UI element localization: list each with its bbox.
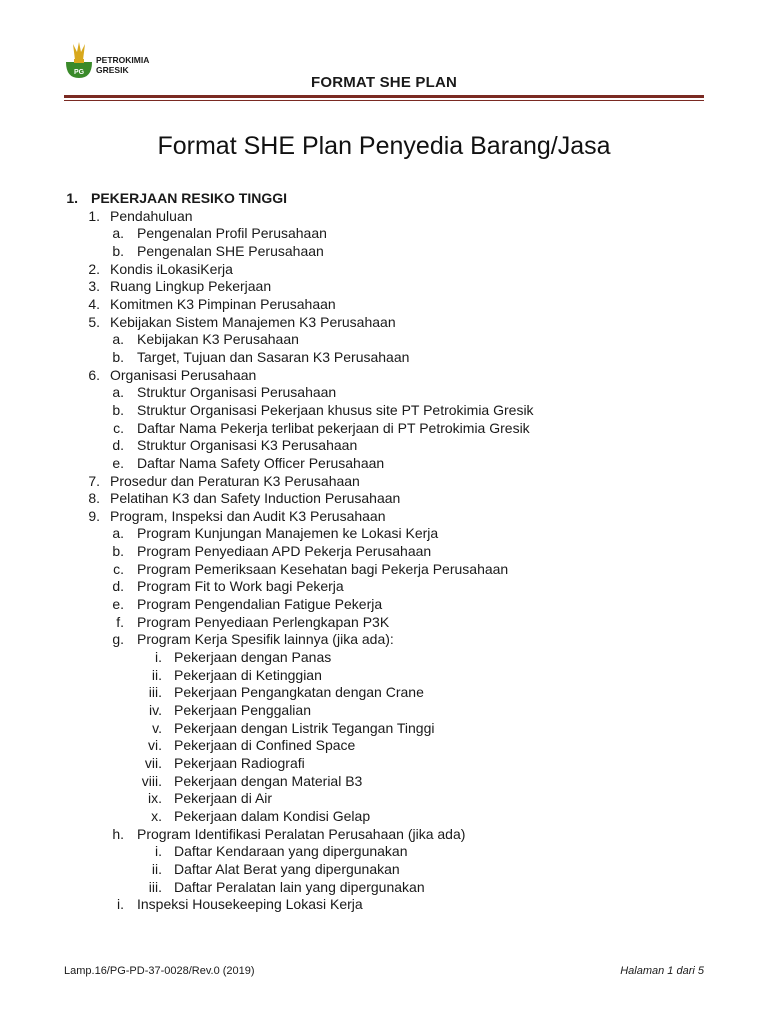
outline-text: Daftar Peralatan lain yang dipergunakan xyxy=(174,878,425,895)
outline-marker: 3. xyxy=(88,278,100,295)
outline-marker: 2. xyxy=(88,260,100,277)
logo-badge: PG xyxy=(73,69,85,76)
outline-item xyxy=(0,808,768,826)
outline-item xyxy=(0,225,768,243)
outline-item xyxy=(0,208,768,226)
section-heading xyxy=(0,190,768,208)
outline-text: Organisasi Perusahaan xyxy=(110,366,257,383)
outline-item xyxy=(0,614,768,632)
outline-item xyxy=(0,631,768,649)
outline-text: Program Kunjungan Manajemen ke Lokasi Kerja xyxy=(137,525,439,542)
outline-text: Program Kerja Spesifik lainnya (jika ada): xyxy=(137,631,394,648)
outline-marker: 5. xyxy=(88,313,100,330)
header-rule-thick xyxy=(64,95,704,98)
outline-text: Daftar Alat Berat yang dipergunakan xyxy=(174,860,400,877)
outline-marker: d. xyxy=(112,578,124,595)
outline-text: Pekerjaan Penggalian xyxy=(174,702,311,719)
outline-item xyxy=(0,578,768,596)
outline-item xyxy=(0,525,768,543)
outline-item xyxy=(0,561,768,579)
outline-marker: a. xyxy=(112,225,124,242)
outline-text: Pekerjaan di Confined Space xyxy=(174,737,356,754)
outline-item xyxy=(0,543,768,561)
outline-text: Kebijakan K3 Perusahaan xyxy=(137,331,299,348)
outline-text: Program, Inspeksi dan Audit K3 Perusahaan xyxy=(110,507,386,524)
logo-wordmark xyxy=(96,55,149,75)
outline-item xyxy=(0,667,768,685)
outline-marker: c. xyxy=(113,560,124,577)
outline-text: Ruang Lingkup Pekerjaan xyxy=(110,278,272,295)
outline-marker: f. xyxy=(116,613,124,630)
outline-text: Pekerjaan Radiografi xyxy=(174,755,305,771)
outline-text: Inspeksi Housekeeping Lokasi Kerja xyxy=(137,896,363,913)
outline-item xyxy=(0,790,768,808)
outline-marker: 9. xyxy=(88,507,100,524)
outline-marker: iii. xyxy=(148,684,162,701)
outline-text: Pengenalan SHE Perusahaan xyxy=(137,242,324,259)
outline-item xyxy=(0,684,768,702)
outline-item xyxy=(0,896,768,914)
outline-text: Prosedur dan Peraturan K3 Perusahaan xyxy=(110,472,360,489)
outline-marker: iv. xyxy=(149,702,162,719)
outline-item xyxy=(0,490,768,508)
outline-list xyxy=(0,190,768,914)
outline-item xyxy=(0,331,768,349)
outline-text: Pengenalan Profil Perusahaan xyxy=(137,225,327,242)
outline-text: Program Identifikasi Peralatan Perusahaan (jika ada) xyxy=(137,825,466,842)
outline-marker: i. xyxy=(117,896,124,913)
outline-marker: e. xyxy=(112,596,124,613)
outline-text: Pelatihan K3 dan Safety Induction Perusahaan xyxy=(110,490,401,507)
page-title: Format SHE Plan Penyedia Barang/Jasa xyxy=(157,132,611,160)
outline-item xyxy=(0,879,768,897)
logo-line1: PETROKIMIA xyxy=(96,55,150,65)
outline-item xyxy=(0,861,768,879)
outline-item xyxy=(0,296,768,314)
footer-doc-code: Lamp.16/PG-PD-37-0028/Rev.0 (2019) xyxy=(64,965,255,977)
outline-text: Struktur Organisasi Perusahaan xyxy=(137,384,337,401)
outline-text: Komitmen K3 Pimpinan Perusahaan xyxy=(110,295,336,312)
outline-marker: 4. xyxy=(88,295,100,312)
outline-marker: a. xyxy=(112,384,124,401)
outline-item xyxy=(0,314,768,332)
outline-marker: x. xyxy=(151,807,162,824)
outline-marker: iii. xyxy=(148,878,162,895)
outline-text: Kondis iLokasiKerja xyxy=(110,260,233,277)
outline-marker: b. xyxy=(112,348,124,365)
outline-text: Struktur Organisasi Pekerjaan khusus site PT Petrokimia Gresik xyxy=(137,401,534,418)
outline-marker: b. xyxy=(112,401,124,418)
outline-marker: vii. xyxy=(144,755,162,771)
outline-text: Program Penyediaan APD Pekerja Perusahaan xyxy=(137,543,432,560)
outline-item xyxy=(0,773,768,791)
outline-text: Daftar Nama Pekerja terlibat pekerjaan di PT Petrokimia Gresik xyxy=(137,419,530,436)
outline-marker: viii. xyxy=(141,772,162,789)
outline-marker: vi. xyxy=(148,737,162,754)
outline-item xyxy=(0,826,768,844)
outline-text: PEKERJAAN RESIKO TINGGI xyxy=(91,190,288,206)
outline-marker: a. xyxy=(112,331,124,348)
outline-marker: a. xyxy=(112,525,124,542)
outline-marker: 8. xyxy=(88,490,100,507)
logo-line2: GRESIK xyxy=(96,65,129,75)
document-header: FORMAT SHE PLAN xyxy=(310,74,458,91)
outline-marker: i. xyxy=(155,843,162,860)
outline-text: Pekerjaan dengan Panas xyxy=(174,649,332,666)
outline-marker: g. xyxy=(112,631,124,648)
outline-text: Pekerjaan dengan Material B3 xyxy=(174,772,363,789)
outline-marker: b. xyxy=(112,242,124,259)
outline-item xyxy=(0,243,768,261)
outline-item xyxy=(0,367,768,385)
outline-marker: ii. xyxy=(151,666,162,683)
outline-text: Pekerjaan dalam Kondisi Gelap xyxy=(174,807,371,824)
outline-marker: v. xyxy=(152,719,162,736)
outline-item xyxy=(0,261,768,279)
outline-item xyxy=(0,278,768,296)
outline-item xyxy=(0,420,768,438)
outline-item xyxy=(0,720,768,738)
outline-marker: ix. xyxy=(148,790,162,807)
outline-text: Program Fit to Work bagi Pekerja xyxy=(137,578,344,595)
outline-text: Pekerjaan di Air xyxy=(174,790,273,807)
outline-text: Daftar Nama Safety Officer Perusahaan xyxy=(137,454,385,471)
outline-marker: 7. xyxy=(88,472,100,489)
outline-text: Program Pengendalian Fatigue Pekerja xyxy=(137,596,383,613)
outline-item xyxy=(0,437,768,455)
outline-marker: b. xyxy=(112,543,124,560)
outline-text: Program Pemeriksaan Kesehatan bagi Pekerja Perusahaan xyxy=(137,560,509,577)
outline-marker: h. xyxy=(112,825,124,842)
outline-marker: c. xyxy=(113,419,124,436)
outline-text: Kebijakan Sistem Manajemen K3 Perusahaan xyxy=(110,313,396,330)
outline-text: Target, Tujuan dan Sasaran K3 Perusahaan xyxy=(137,348,410,365)
outline-item xyxy=(0,702,768,720)
outline-item xyxy=(0,649,768,667)
outline-marker: 1. xyxy=(88,207,100,224)
outline-text: Pendahuluan xyxy=(110,207,193,224)
outline-item xyxy=(0,349,768,367)
outline-item xyxy=(0,455,768,473)
outline-item xyxy=(0,402,768,420)
outline-marker: 6. xyxy=(88,366,100,383)
outline-text: Pekerjaan dengan Listrik Tegangan Tinggi xyxy=(174,719,435,736)
footer-page-number: Halaman 1 dari 5 xyxy=(620,965,704,977)
outline-marker: ii. xyxy=(151,860,162,877)
outline-text: Daftar Kendaraan yang dipergunakan xyxy=(174,843,408,860)
header-rule-thin xyxy=(64,100,704,101)
outline-item xyxy=(0,473,768,491)
outline-item xyxy=(0,755,768,773)
outline-marker: 1. xyxy=(66,190,78,206)
outline-marker: i. xyxy=(155,649,162,666)
outline-item xyxy=(0,508,768,526)
outline-item xyxy=(0,596,768,614)
outline-text: Program Penyediaan Perlengkapan P3K xyxy=(137,613,390,630)
outline-item xyxy=(0,737,768,755)
outline-item xyxy=(0,384,768,402)
outline-marker: e. xyxy=(112,454,124,471)
outline-text: Struktur Organisasi K3 Perusahaan xyxy=(137,437,358,454)
outline-item xyxy=(0,843,768,861)
outline-text: Pekerjaan Pengangkatan dengan Crane xyxy=(174,684,424,701)
outline-text: Pekerjaan di Ketinggian xyxy=(174,666,322,683)
outline-marker: d. xyxy=(112,437,124,454)
